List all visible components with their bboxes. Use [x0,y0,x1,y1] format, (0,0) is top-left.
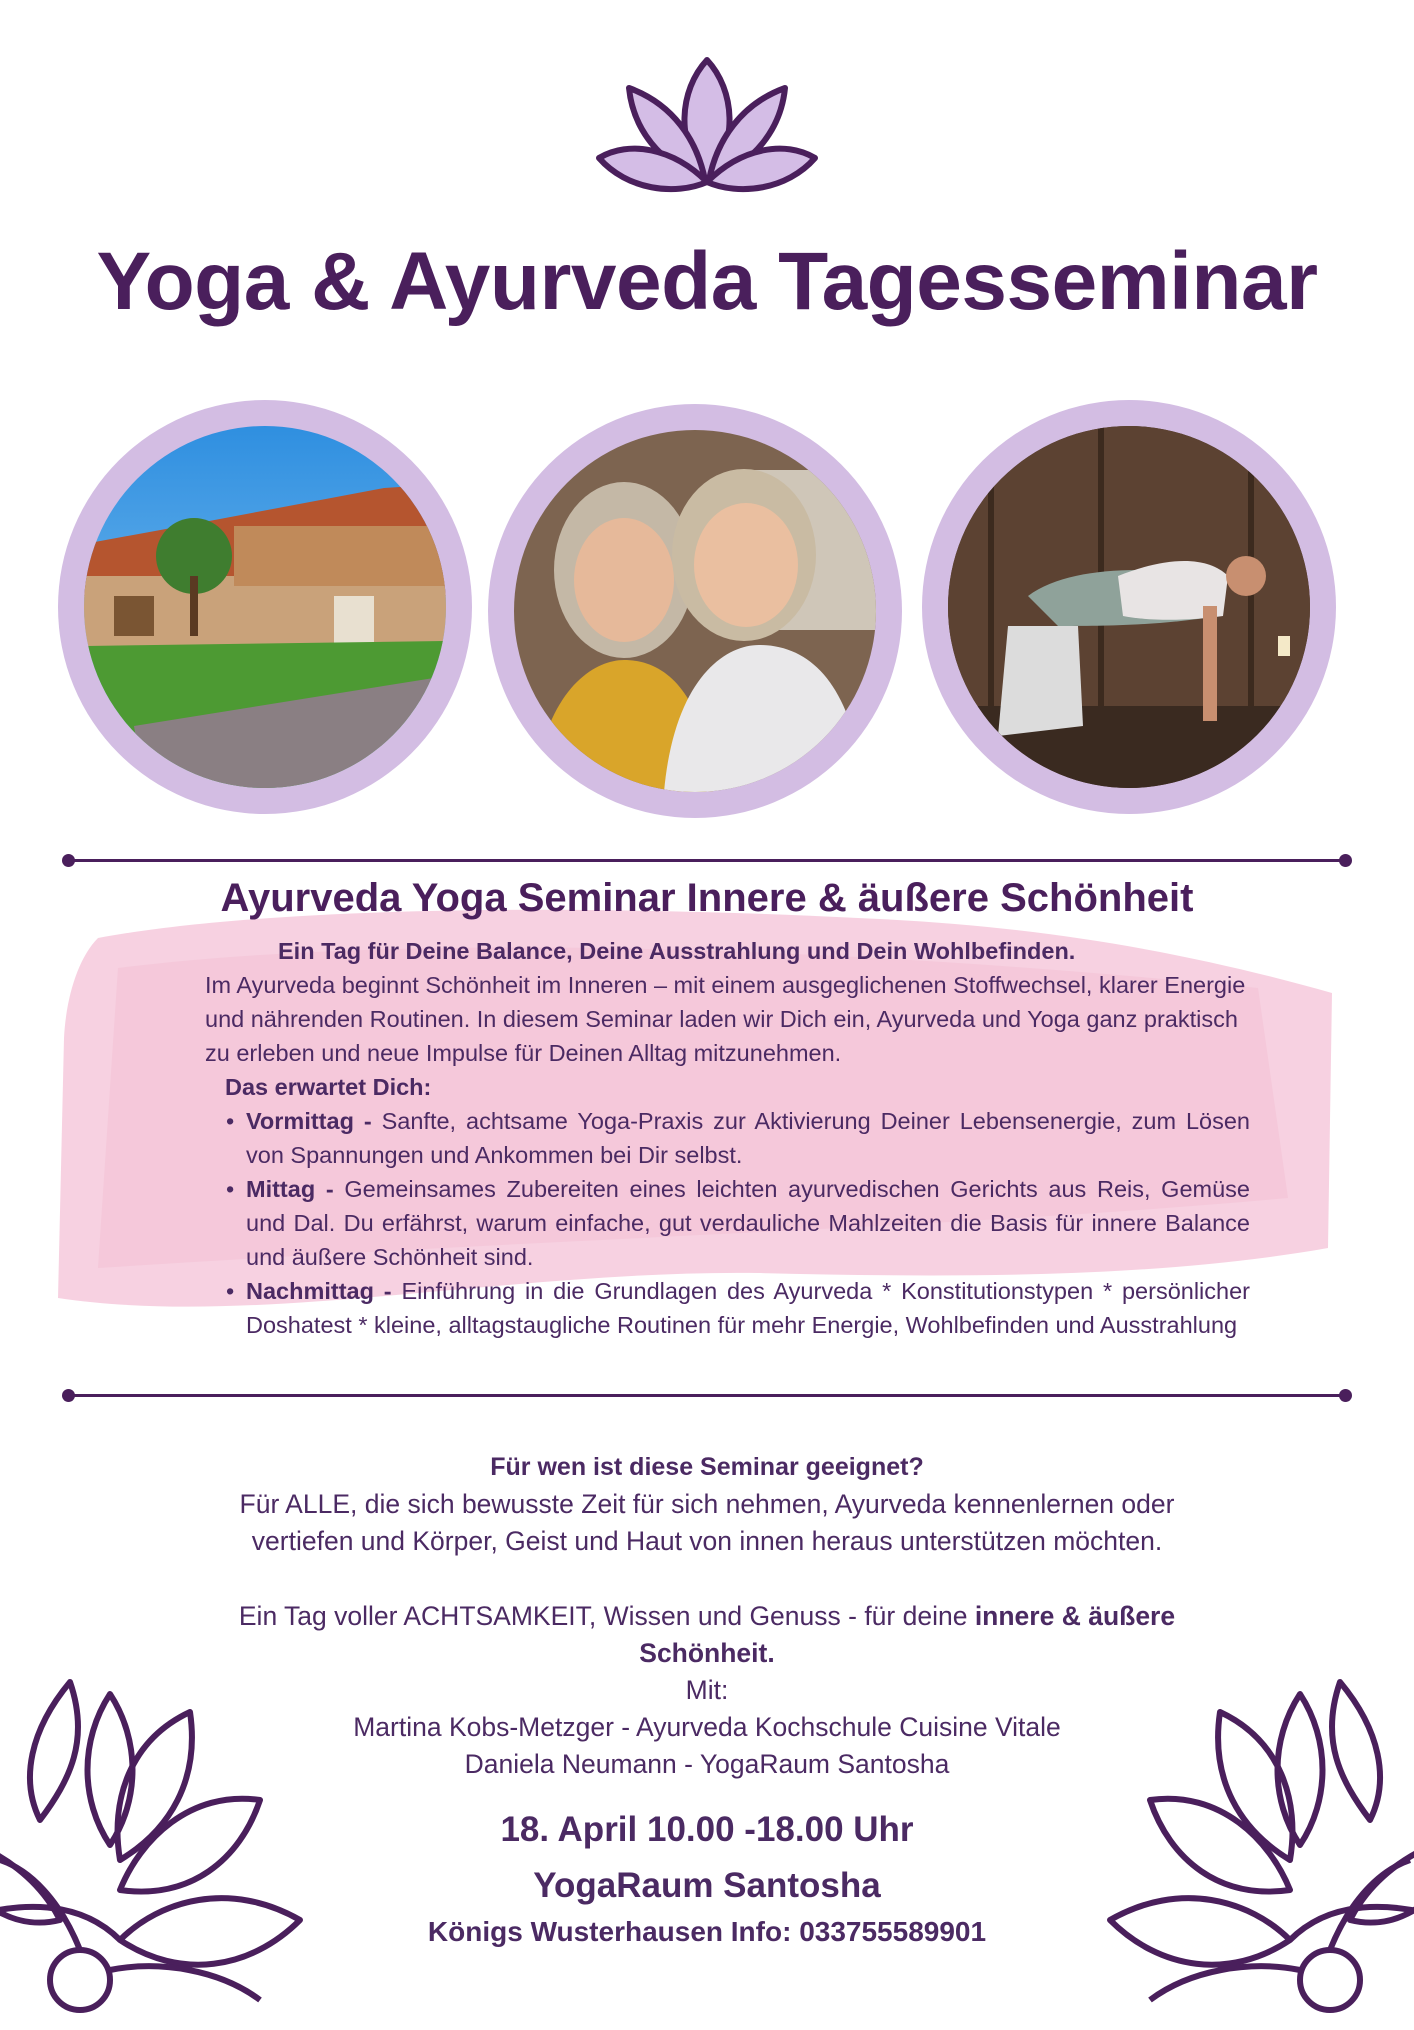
farmhouse-courtyard-photo [84,426,446,788]
photo-frame-yoga [922,400,1336,814]
mindful-statement [0,1598,1414,1672]
schedule-text: Einführung in die Grundlagen des Ayurveda * Konstitutionstypen * persönlicher Doshatest * kleine, alltagstaugliche Routinen für mehr Energie, Wohlbefinden und Ausstrahlung [246,1278,1250,1338]
seminar-tagline: Ein Tag für Deine Balance, Deine Ausstrahlung und Dein Wohlbefinden. [278,938,1076,964]
photo-frame-farmhouse [58,400,472,814]
list-item [226,1172,1250,1274]
seminar-intro: Im Ayurveda beginnt Schönheit im Inneren – mit einem ausgeglichenen Stoffwechsel, klarer Energie und nährenden Routinen. In diesem Seminar laden wir Dich ein, Ayurveda und Yoga ganz praktisch zu erleben und neue Impulse für Deinen Alltag mitzunehmen. [205,972,1246,1066]
list-item [226,1104,1250,1172]
lotus-logo-icon [595,52,819,196]
page-title: Yoga & Ayurveda Tagesseminar [96,236,1318,327]
seminar-heading: Ayurveda Yoga Seminar Innere & äußere Schönheit [220,876,1194,920]
host-item: Daniela Neumann - YogaRaum Santosha [464,1749,950,1779]
schedule-text: Gemeinsames Zubereiten eines leichten ayurvedischen Gerichts aus Reis, Gemüse und Dal. Du erfährst, warum einfache, gut verdauliche Mahlzeiten die Basis für innere Balance und äußere Schönheit sind. [246,1176,1250,1270]
divider-bottom [68,1394,1346,1397]
hosts-block [0,1672,1414,1783]
list-item [226,1274,1250,1342]
event-info: Königs Wusterhausen Info: 033755589901 [427,1916,987,1947]
mindful-text: Ein Tag voller ACHTSAMKEIT, Wissen und Genuss - für deine [238,1601,975,1631]
audience-text: Für ALLE, die sich bewusste Zeit für sich nehmen, Ayurveda kennenlernen oder vertiefen und Körper, Geist und Haut von innen heraus unterstützen möchten. [239,1489,1175,1556]
event-venue: YogaRaum Santosha [533,1866,881,1905]
event-date: 18. April 10.00 -18.00 Uhr [500,1810,914,1849]
two-women-portrait-photo [514,430,876,792]
audience-heading: Für wen ist diese Seminar geeignet? [490,1453,924,1481]
schedule-text: Sanfte, achtsame Yoga-Praxis zur Aktivierung Deiner Lebensenergie, zum Lösen von Spannungen und Ankommen bei Dir selbst. [246,1108,1250,1168]
yoga-pose-photo [948,426,1310,788]
divider-top [68,859,1346,862]
schedule-label: Mittag - [246,1176,334,1202]
expect-label: Das erwartet Dich: [225,1074,432,1100]
host-item: Martina Kobs-Metzger - Ayurveda Kochschule Cuisine Vitale [353,1712,1061,1742]
photo-frame-portrait [488,404,902,818]
schedule-list [226,1104,1250,1342]
mindful-bold: innere & äußere Schönheit. [639,1601,1176,1668]
hosts-label: Mit: [685,1675,729,1705]
schedule-label: Vormittag - [246,1108,372,1134]
schedule-label: Nachmittag - [246,1278,392,1304]
